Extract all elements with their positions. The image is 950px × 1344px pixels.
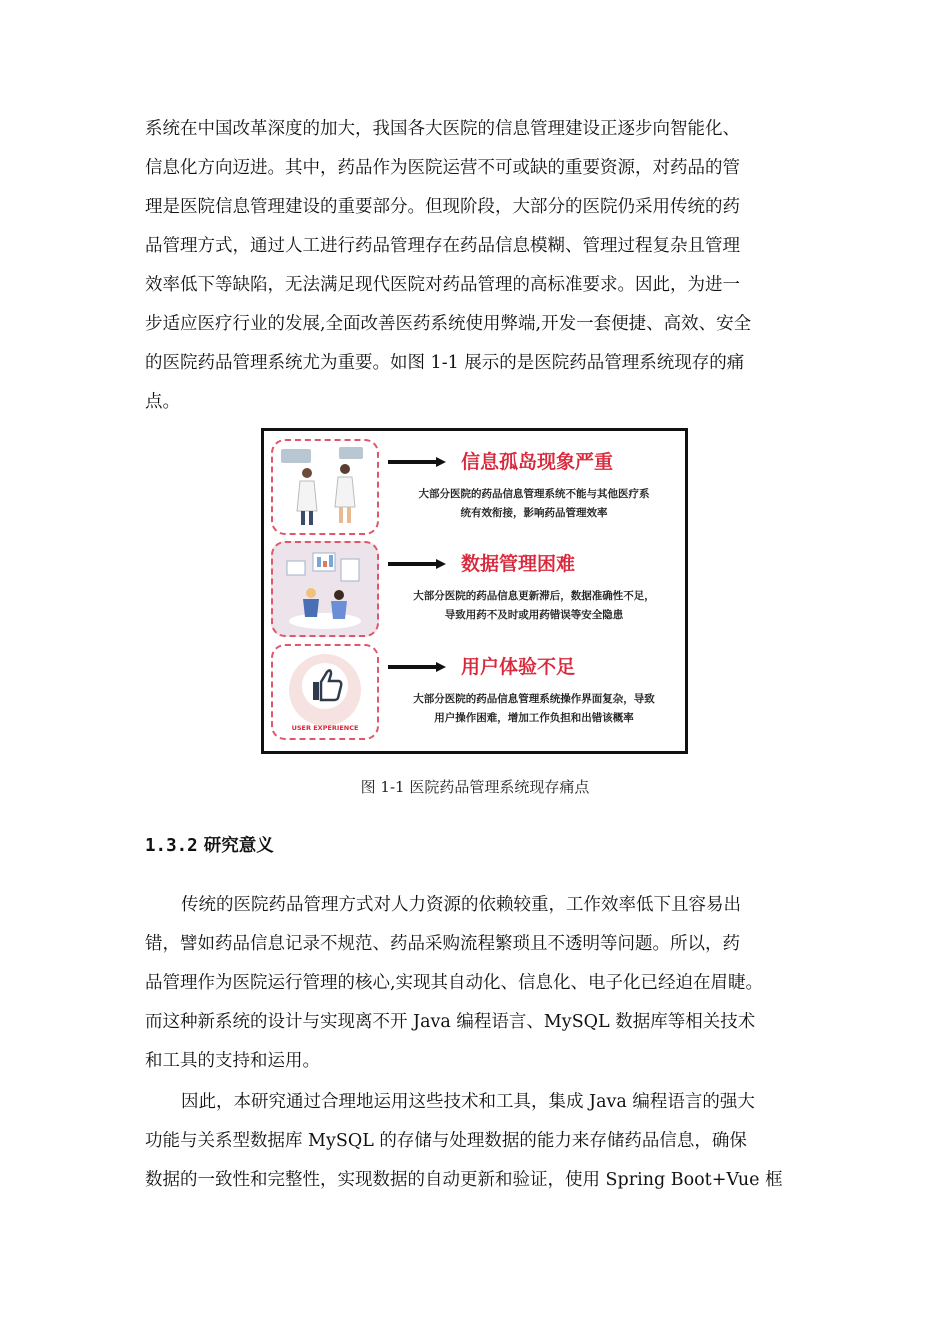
text-line: 传统的医院药品管理方式对人力资源的依赖较重，工作效率低下且容易出 [181, 895, 741, 915]
description-line: 用户操作困难，增加工作负担和出错该概率 [434, 712, 634, 724]
body-paragraph [145, 886, 805, 1081]
section-title: 研究意义 [203, 836, 274, 856]
description-line: 大部分医院的药品信息管理系统操作界面复杂，导致 [413, 693, 655, 705]
text-line: 品管理作为医院运行管理的核心,实现其自动化、信息化、电子化已经迫在眉睫。 [145, 973, 764, 993]
text-line: 错，譬如药品信息记录不规范、药品采购流程繁琐且不透明等问题。所以，药 [145, 934, 740, 954]
pain-points-figure [261, 428, 688, 754]
text-line: 效率低下等缺陷，无法满足现代医院对药品管理的高标准要求。因此，为进一 [145, 275, 740, 295]
arrow-right-icon [388, 559, 446, 569]
pain-point-title: 用户体验不足 [461, 656, 576, 678]
text-line: 信息化方向迈进。其中，药品作为医院运营不可或缺的重要资源，对药品的管 [145, 158, 740, 178]
section-number: 1.3.2 [145, 836, 198, 856]
text-line: 点。 [145, 392, 180, 412]
pain-point-title: 数据管理困难 [461, 553, 576, 575]
body-paragraph [145, 1083, 805, 1200]
pain-point-title: 信息孤岛现象严重 [461, 451, 614, 473]
arrow-right-icon [388, 457, 446, 467]
text-line: 和工具的支持和运用。 [145, 1051, 320, 1071]
intro-paragraph [145, 110, 805, 422]
description-line: 导致用药不及时或用药错误等安全隐患 [444, 609, 624, 621]
figure-caption: 图 1-1 医院药品管理系统现存痛点 [360, 778, 590, 796]
data-analysts-illustration [271, 541, 379, 637]
text-line: 品管理方式，通过人工进行药品管理存在药品信息模糊、管理过程复杂且管理 [145, 236, 740, 256]
user-experience-badge [271, 644, 379, 740]
pain-point-description [389, 587, 679, 625]
description-line: 大部分医院的药品信息更新滞后，数据准确性不足， [413, 590, 655, 602]
pain-point-card [271, 541, 681, 637]
text-line: 理是医院信息管理建设的重要部分。但现阶段，大部分的医院仍采用传统的药 [145, 197, 740, 217]
text-line: 步适应医疗行业的发展,全面改善医药系统使用弊端,开发一套便捷、高效、安全 [145, 314, 752, 334]
pain-point-card [271, 644, 681, 740]
arrow-right-icon [388, 662, 446, 672]
section-heading [145, 832, 274, 857]
text-line: 的医院药品管理系统尤为重要。如图 1-1 展示的是医院药品管理系统现存的痛 [145, 353, 745, 373]
text-line: 数据的一致性和完整性，实现数据的自动更新和验证，使用 Spring Boot+Vue 框 [145, 1170, 783, 1190]
user-experience-label: USER EXPERIENCE [291, 724, 359, 732]
text-line: 功能与关系型数据库 MySQL 的存储与处理数据的能力来存储药品信息，确保 [145, 1131, 747, 1151]
description-line: 大部分医院的药品信息管理系统不能与其他医疗系 [418, 488, 650, 500]
description-line: 统有效衔接，影响药品管理效率 [460, 507, 608, 519]
text-line: 系统在中国改革深度的加大，我国各大医院的信息管理建设正逐步向智能化、 [145, 119, 740, 139]
doctors-chatting-illustration [271, 439, 379, 535]
pain-point-description [389, 690, 679, 728]
pain-point-description [389, 485, 679, 523]
pain-point-card [271, 439, 681, 535]
text-line: 而这种新系统的设计与实现离不开 Java 编程语言、MySQL 数据库等相关技术 [145, 1012, 756, 1032]
text-line: 因此，本研究通过合理地运用这些技术和工具，集成 Java 编程语言的强大 [181, 1092, 755, 1112]
